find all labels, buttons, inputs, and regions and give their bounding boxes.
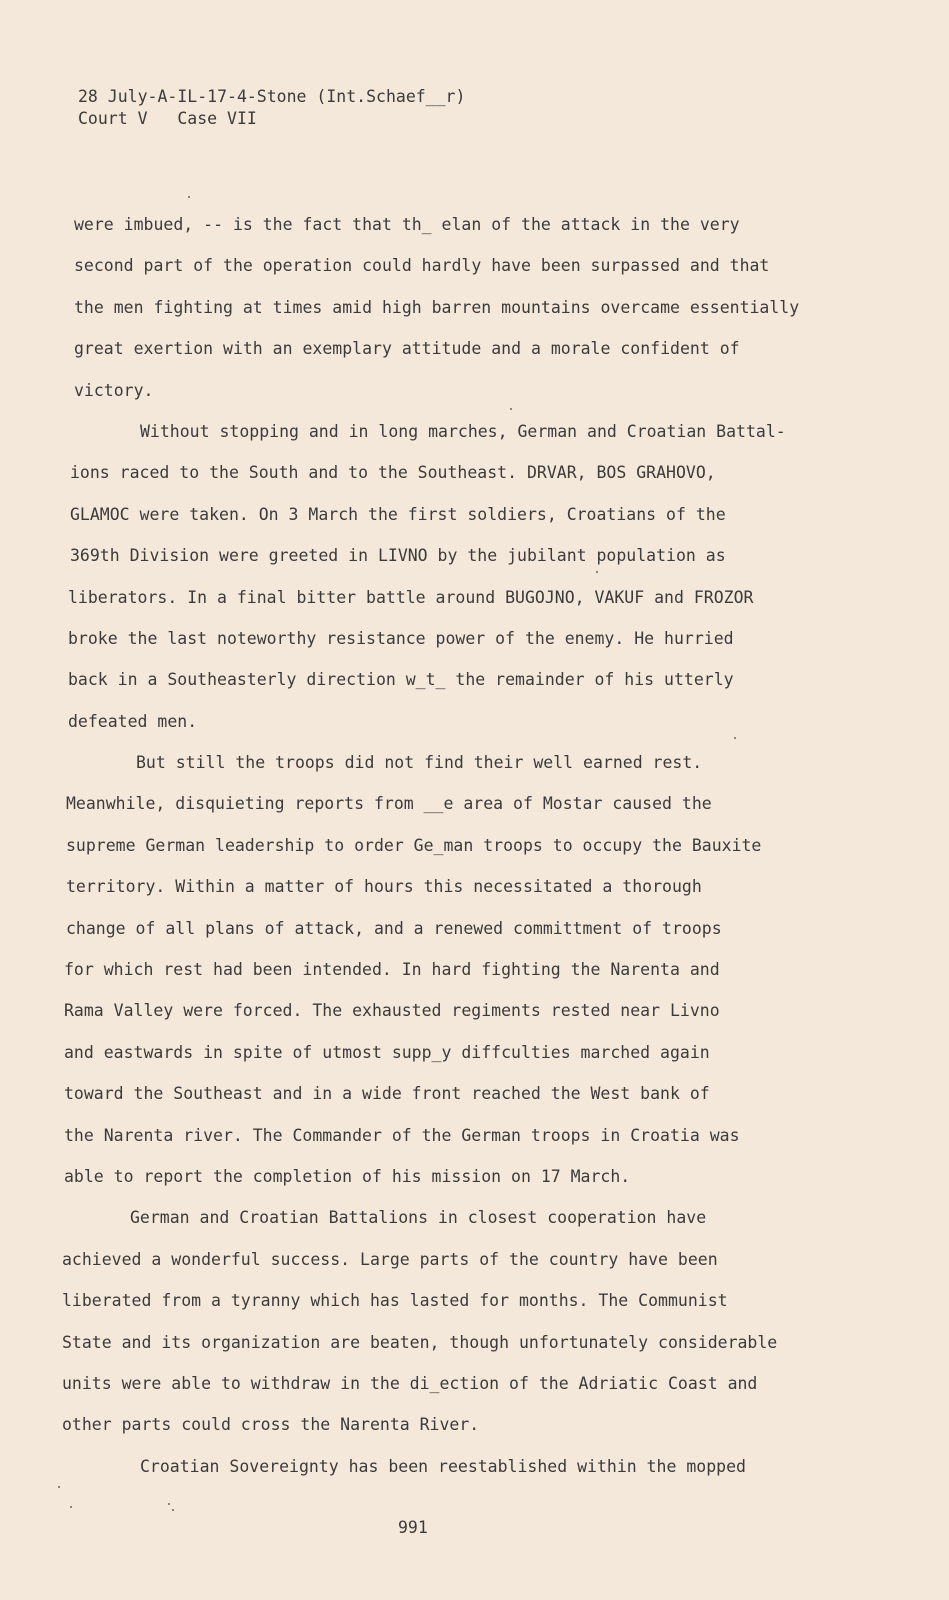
- text-line: But still the troops did not find their well earned rest.: [136, 753, 703, 773]
- text-line: back in a Southeasterly direction w_t_ the remainder of his utterly: [68, 670, 734, 690]
- text-line: supreme German leadership to order Ge_man troops to occupy the Bauxite: [66, 835, 762, 855]
- page-header: [78, 86, 465, 130]
- text-line: the men fighting at times amid high barren mountains overcame essentially: [74, 297, 800, 317]
- text-line: able to report the completion of his mission on 17 March.: [64, 1166, 631, 1186]
- speck-mark: [510, 408, 512, 410]
- text-line: defeated men.: [68, 711, 198, 731]
- text-line: the Narenta river. The Commander of the German troops in Croatia was: [64, 1125, 740, 1145]
- speck-mark: [596, 571, 598, 573]
- text-line: other parts could cross the Narenta River.: [62, 1415, 480, 1435]
- text-line: units were able to withdraw in the di_ection of the Adriatic Coast and: [62, 1373, 758, 1393]
- header-line-2: Court V Case VII: [78, 109, 257, 128]
- page-number: 991: [398, 1518, 428, 1537]
- text-line: toward the Southeast and in a wide front reached the West bank of: [64, 1084, 710, 1104]
- text-line: broke the last noteworthy resistance power of the enemy. He hurried: [68, 628, 734, 648]
- text-line: Rama Valley were forced. The exhausted regiments rested near Livno: [64, 1001, 720, 1021]
- speck-mark: [188, 196, 190, 198]
- text-line: second part of the operation could hardly have been surpassed and that: [74, 256, 770, 276]
- text-line: liberators. In a final bitter battle around BUGOJNO, VAKUF and FROZOR: [68, 587, 754, 607]
- text-line: Croatian Sovereignty has been reestablished within the mopped: [140, 1456, 746, 1476]
- text-line: State and its organization are beaten, though unfortunately considerable: [62, 1332, 778, 1352]
- text-line: Meanwhile, disquieting reports from __e area of Mostar caused the: [66, 794, 712, 814]
- text-line: 369th Division were greeted in LIVNO by the jubilant population as: [70, 546, 726, 566]
- text-line: ions raced to the South and to the Southeast. DRVAR, BOS GRAHOVO,: [70, 463, 716, 483]
- header-line-1: 28 July-A-IL-17-4-Stone (Int.Schaef__r): [78, 87, 466, 106]
- body-text: [62, 204, 852, 1487]
- text-line: great exertion with an exemplary attitude and a morale confident of: [74, 339, 740, 359]
- text-line: Without stopping and in long marches, German and Croatian Battal-: [140, 421, 786, 441]
- text-line: change of all plans of attack, and a renewed committment of troops: [66, 918, 722, 938]
- speck-mark: [58, 1486, 60, 1488]
- speck-mark: [70, 1506, 72, 1508]
- text-line: territory. Within a matter of hours this necessitated a thorough: [66, 877, 702, 897]
- text-line: liberated from a tyranny which has lasted for months. The Communist: [62, 1291, 728, 1311]
- text-line: GLAMOC were taken. On 3 March the first soldiers, Croatians of the: [70, 504, 726, 524]
- speck-mark: [734, 737, 736, 739]
- speck-mark: [168, 1503, 170, 1505]
- speck-mark: [172, 1509, 174, 1511]
- text-line: German and Croatian Battalions in closest cooperation have: [130, 1208, 707, 1228]
- text-line: achieved a wonderful success. Large parts of the country have been: [62, 1249, 718, 1269]
- text-line: for which rest had been intended. In hard fighting the Narenta and: [64, 960, 720, 980]
- text-line: victory.: [74, 380, 154, 400]
- text-line: and eastwards in spite of utmost supp_y diffculties marched again: [64, 1042, 710, 1062]
- text-line: were imbued, -- is the fact that th_ elan of the attack in the very: [74, 215, 740, 234]
